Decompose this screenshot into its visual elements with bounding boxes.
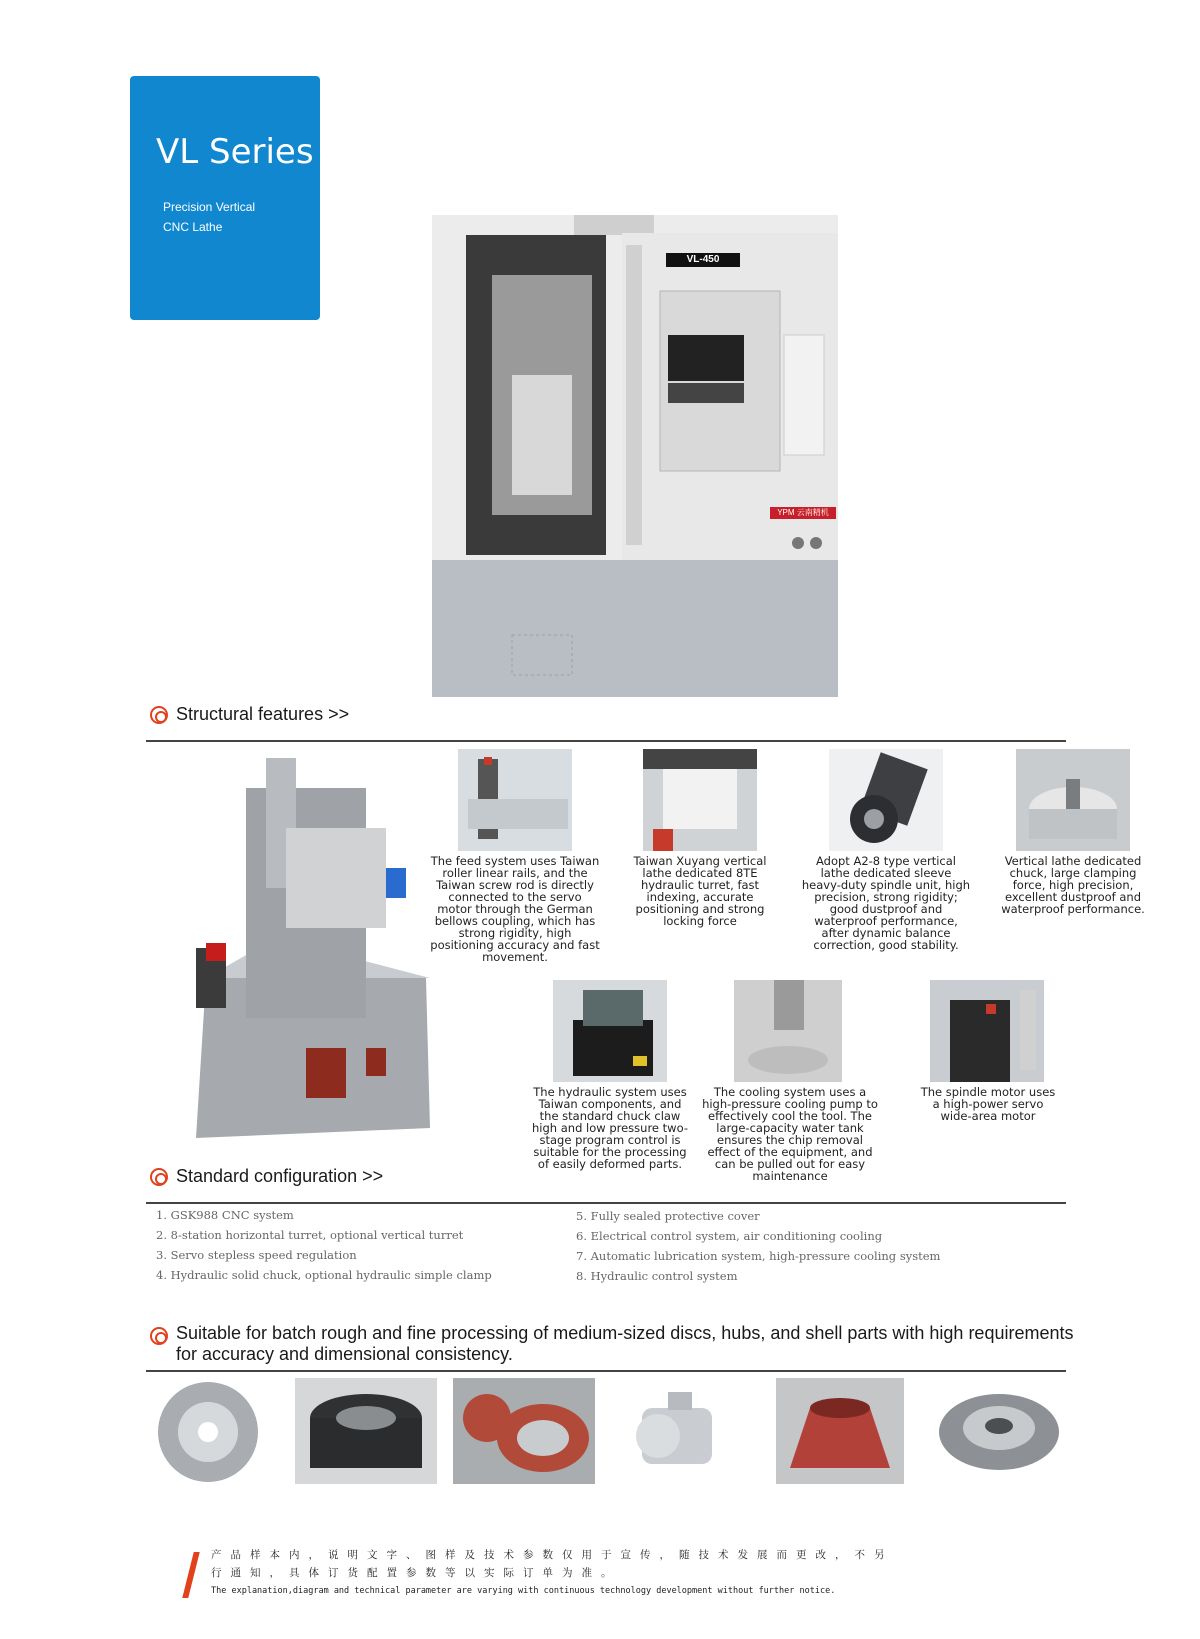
feed-system-image (458, 749, 572, 851)
brake-drum-image (295, 1378, 437, 1484)
feature-caption-hydraulic-system: The hydraulic system uses Taiwan components, and the standard chuck claw high and low pressure two-stage program control is suitable for the processing of easily deformed parts. (532, 1085, 688, 1171)
section-divider (146, 1202, 1066, 1204)
cooling-system-image (734, 980, 842, 1082)
chuck-image (1016, 749, 1130, 851)
suitable-text (176, 1323, 1074, 1365)
feature-caption-spindle-unit: Adopt A2-8 type vertical lathe dedicated sleeve heavy-duty spindle unit, high precision, strong rigidity; good dustproof and waterproof performance, after dynamic balance correction, good stability. (801, 854, 971, 952)
config-item: 3. Servo stepless speed regulation (156, 1248, 357, 1262)
hydraulic-system-image (553, 980, 667, 1082)
feature-caption-turret: Taiwan Xuyang vertical lathe dedicated 8TE hydraulic turret, fast indexing, accurate positioning and strong locking force (633, 854, 767, 928)
ring-bullet-icon (150, 1327, 168, 1345)
config-list-right (576, 1206, 1056, 1286)
suitable-text-line1: Suitable for batch rough and fine processing of medium-sized discs, hubs, and shell parts with high requirements (176, 1323, 1074, 1343)
shell-part-image (776, 1378, 904, 1484)
spindle-unit-image (829, 749, 943, 851)
config-item: 7. Automatic lubrication system, high-pressure cooling system (576, 1249, 941, 1263)
suitable-text-line2: for accuracy and dimensional consistency. (176, 1344, 513, 1364)
section-divider (146, 1370, 1066, 1372)
series-title: VL Series (156, 132, 314, 172)
model-plate: VL-450 (666, 253, 740, 267)
config-item: 8. Hydraulic control system (576, 1269, 738, 1283)
pump-housing-image (453, 1378, 595, 1484)
config-item: 2. 8-station horizontal turret, optional vertical turret (156, 1228, 464, 1242)
config-item: 4. Hydraulic solid chuck, optional hydraulic simple clamp (156, 1268, 492, 1282)
footer-en-notice: The explanation,diagram and technical parameter are varying with continuous technology development without further notice. (211, 1586, 836, 1596)
spindle-motor-image (930, 980, 1044, 1082)
ring-bullet-icon (150, 706, 168, 724)
section-divider (146, 740, 1066, 742)
config-list-left (156, 1205, 576, 1285)
footer-cn-line1: 产品样本内，说明文字、图样及技术参数仅用于宣传，随技术发展而更改，不另 (211, 1549, 894, 1561)
impeller-image (936, 1378, 1062, 1484)
standard-configuration-label: Standard configuration >> (176, 1166, 384, 1186)
brake-disc-image (156, 1380, 260, 1484)
machine-structure-image (186, 748, 430, 1144)
series-subtitle-line1: Precision Vertical (163, 200, 256, 214)
ring-bullet-icon (150, 1168, 168, 1186)
series-subtitle-line2: CNC Lathe (163, 220, 223, 234)
feature-caption-spindle-motor: The spindle motor uses a high-power servo wide-area motor (920, 1085, 1056, 1123)
turret-image (643, 749, 757, 851)
standard-configuration-heading (150, 1166, 383, 1187)
feature-caption-chuck: Vertical lathe dedicated chuck, large clamping force, high precision, excellent dustproof and waterproof performance. (1001, 854, 1145, 916)
feature-caption-cooling-system: The cooling system uses a high-pressure cooling pump to effectively cool the tool. The large-capacity water tank ensures the chip removal effect of the equipment, and can be pulled out for easy maintenance (702, 1085, 878, 1183)
feature-caption-feed-system: The feed system uses Taiwan roller linear rails, and the Taiwan screw rod is directly connected to the servo motor through the German bellows coupling, which has strong rigidity, high positioning accuracy and fast movement. (430, 854, 600, 964)
series-badge (130, 76, 320, 320)
vl450-machine-image (432, 215, 838, 697)
brand-plate: YPM 云南精机 (770, 507, 836, 519)
footer-accent-slash (182, 1552, 199, 1598)
series-subtitle (163, 197, 255, 237)
structural-features-label: Structural features >> (176, 704, 350, 724)
config-item: 5. Fully sealed protective cover (576, 1209, 760, 1223)
suitable-heading (150, 1323, 1074, 1365)
config-item: 6. Electrical control system, air conditioning cooling (576, 1229, 883, 1243)
config-item: 1. GSK988 CNC system (156, 1208, 294, 1222)
structural-features-heading (150, 704, 349, 725)
footer-cn-line2: 行通知，具体订货配置参数等以实际订单为准。 (211, 1567, 621, 1579)
motor-housing-image (628, 1378, 732, 1484)
